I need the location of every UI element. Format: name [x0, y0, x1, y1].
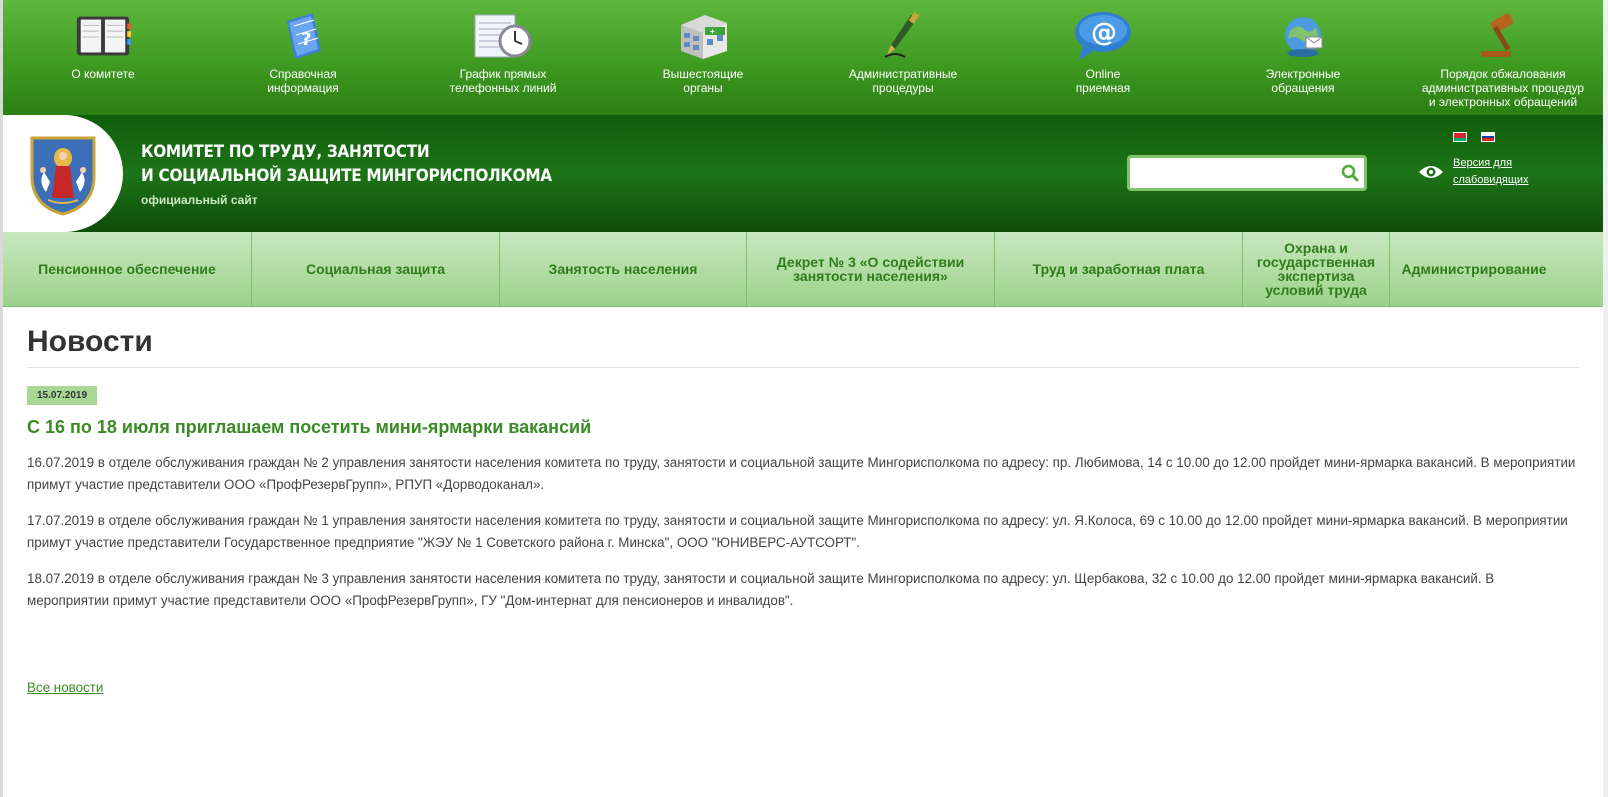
notebook-icon	[73, 10, 133, 62]
coat-of-arms-logo[interactable]	[3, 115, 123, 232]
topbar-item-label: График прямых телефонных линий	[449, 67, 557, 95]
news-paragraph: 16.07.2019 в отделе обслуживания граждан № 2 управления занятости населения комитета по труду, занятости и социальной защите Мингорисполкома по адресу: пр. Любимова, 14 с 10.00 до 12.00 пройдет мини-ярмарка вакансий. В мероприятии примут участие представители ООО «ПрофРезервГрупп», РПУП «Дорводоканал».	[27, 455, 1576, 492]
low-vision-link[interactable]	[1453, 155, 1533, 189]
building-icon	[673, 10, 733, 62]
news-paragraph: 18.07.2019 в отделе обслуживания граждан № 3 управления занятости населения комитета по труду, занятости и социальной защите Мингорисполкома по адресу: ул. Щербакова, 32 с 10.00 до 12.00 пройдет мини-ярмарка вакансий. В мероприятии примут участие представители ООО «ПрофРезервГрупп», ГУ "Дом-интернат для пенсионеров и инвалидов".	[27, 571, 1495, 608]
news-date-badge: 15.07.2019	[27, 386, 97, 405]
nav-item-labour-protection[interactable]: Охрана и государственная экспертиза условий труда	[1243, 232, 1390, 306]
topbar-item-higher-authorities[interactable]	[603, 0, 803, 95]
topbar-item-label: Порядок обжалования административных процедур и электронных обращений	[1421, 67, 1585, 109]
nav-item-labour-wages[interactable]: Труд и заработная плата	[995, 232, 1243, 306]
site-title-line2: И СОЦИАЛЬНОЙ ЗАЩИТЕ МИНГОРИСПОЛКОМА	[141, 166, 552, 186]
topbar-item-online-reception[interactable]	[1003, 0, 1203, 95]
low-vision-version	[1417, 155, 1533, 189]
low-vision-link-line2: слабовидящих	[1453, 174, 1529, 186]
nav-item-social-protection[interactable]: Социальная защита	[252, 232, 500, 306]
search-box	[1127, 155, 1367, 191]
main-content	[3, 325, 1603, 697]
topbar-item-label: Электронные обращения	[1265, 67, 1341, 95]
topbar-item-label: Административные процедуры	[848, 67, 958, 95]
news-title-link[interactable]: С 16 по 18 июля приглашаем посетить мини-ярмарки вакансий	[27, 417, 592, 437]
search-icon[interactable]	[1336, 159, 1364, 187]
topbar-item-phone-schedule[interactable]	[403, 0, 603, 95]
help-book-icon	[273, 10, 333, 62]
search-input[interactable]	[1136, 158, 1336, 188]
main-nav	[3, 232, 1603, 307]
flag-russia-icon[interactable]	[1481, 132, 1495, 142]
topbar-item-about[interactable]	[3, 0, 203, 81]
flag-belarus-icon[interactable]	[1453, 132, 1467, 142]
low-vision-link-line1: Версия для	[1453, 157, 1513, 169]
site-header	[3, 115, 1603, 232]
clock-schedule-icon	[473, 10, 533, 62]
news-paragraph: 17.07.2019 в отделе обслуживания граждан № 1 управления занятости населения комитета по труду, занятости и социальной защите Мингорисполкома по адресу: ул. Я.Колоса, 69 с 10.00 до 12.00 пройдет мини-ярмарка вакансий. В мероприятии примут участие представители Государственное предприятие "ЖЭУ № 1 Советского района г. Минска", ООО "ЮНИВЕРС-АУТСОРТ".	[27, 513, 1568, 550]
site-subtitle: официальный сайт	[141, 193, 258, 207]
nav-item-administration[interactable]: Администрирование	[1401, 261, 1547, 277]
nav-item-employment[interactable]: Занятость населения	[500, 232, 747, 306]
topbar-item-admin-procedures[interactable]	[803, 0, 1003, 95]
topbar-item-electronic-appeals[interactable]	[1203, 0, 1403, 95]
topbar-item-label: О комитете	[71, 67, 135, 81]
page-title: Новости	[27, 325, 1579, 368]
topbar-item-reference[interactable]	[203, 0, 403, 95]
all-news-link[interactable]: Все новости	[27, 680, 104, 695]
site-title[interactable]	[141, 140, 552, 188]
nav-item-pension[interactable]: Пенсионное обеспечение	[3, 232, 252, 306]
globe-mail-icon	[1273, 10, 1333, 62]
topbar-item-label: Вышестоящие органы	[662, 67, 744, 95]
nav-item-decree-3[interactable]: Декрет № 3 «О содействии занятости населения»	[747, 232, 995, 306]
pen-icon	[873, 10, 933, 62]
language-switcher	[1453, 132, 1495, 142]
scrollbar-gutter	[1603, 0, 1608, 797]
svg-text:+: +	[710, 27, 715, 36]
gavel-icon	[1473, 10, 1533, 62]
topbar-item-label: Справочная информация	[267, 67, 339, 95]
topbar-item-appeal-procedure[interactable]	[1403, 0, 1603, 109]
topbar-item-label: Online приемная	[1075, 67, 1131, 95]
site-title-line1: КОМИТЕТ ПО ТРУДУ, ЗАНЯТОСТИ	[141, 142, 430, 162]
svg-text:?: ?	[301, 29, 312, 50]
at-sign-icon	[1073, 10, 1133, 62]
top-icon-bar	[3, 0, 1603, 115]
eye-icon	[1417, 164, 1445, 180]
svg-text:@: @	[1091, 18, 1117, 48]
